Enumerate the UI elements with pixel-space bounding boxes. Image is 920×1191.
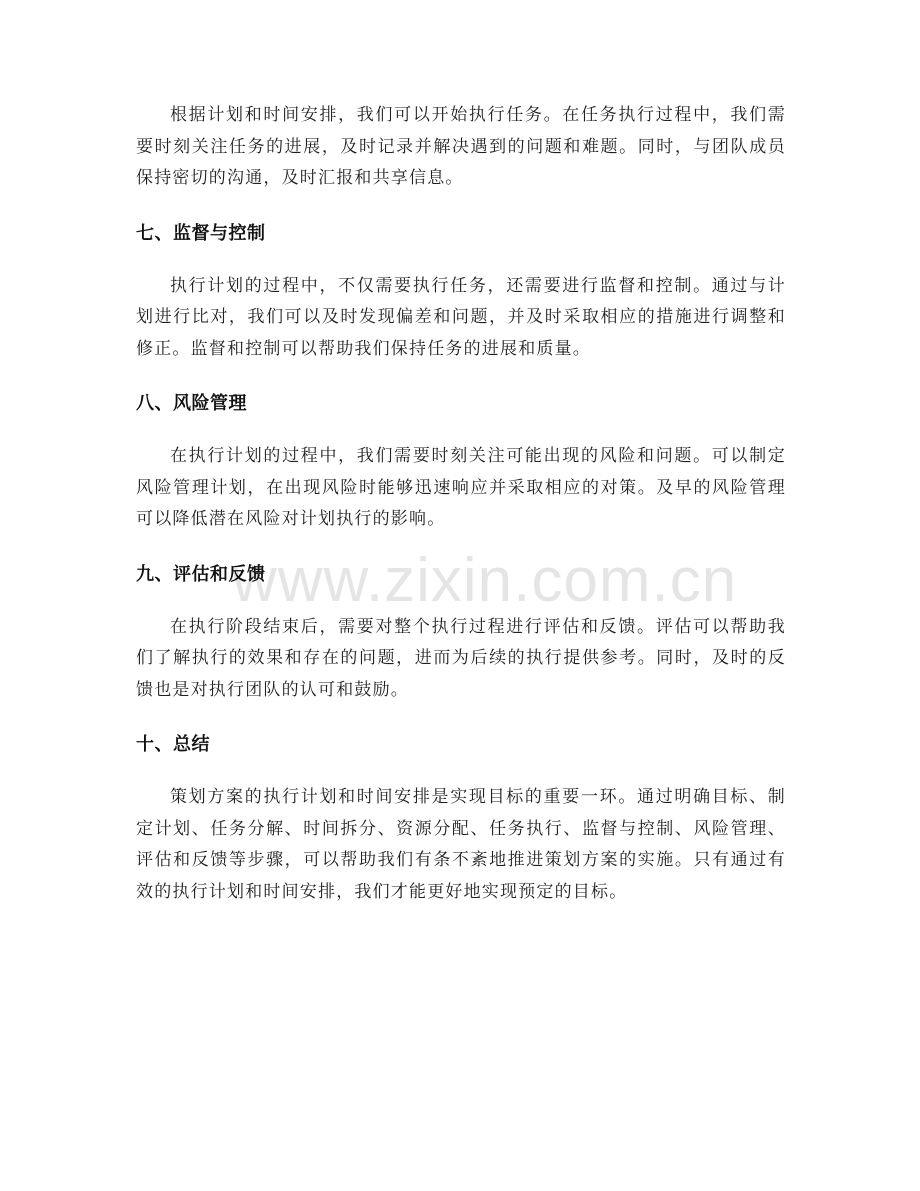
paragraph-execution: 根据计划和时间安排，我们可以开始执行任务。在任务执行过程中，我们需要时刻关注任务的进展，及时记录并解决遇到的问题和难题。同时，与团队成员保持密切的沟通，及时汇报和共享信息。 [136, 105, 786, 188]
paragraph-summary: 策划方案的执行计划和时间安排是实现目标的重要一环。通过明确目标、制定计划、任务分解、时间拆分、资源分配、任务执行、监督与控制、风险管理、评估和反馈等步骤，可以帮助我们有条不紊地推进策划方案的实施。只有通过有效的执行计划和时间安排，我们才能更好地实现预定的目标。 [136, 787, 786, 902]
heading-summary: 十、总结 [136, 734, 210, 755]
heading-risk-management: 八、风险管理 [136, 393, 247, 414]
heading-supervision-control: 七、监督与控制 [136, 222, 266, 244]
watermark: www.zixin.com.cn [232, 546, 738, 615]
paragraph-risk-management: 在执行计划的过程中，我们需要时刻关注可能出现的风险和问题。可以制定风险管理计划，在出现风险时能够迅速响应并采取相应的对策。及早的风险管理可以降低潜在风险对计划执行的影响。 [136, 446, 786, 529]
document-body [136, 100, 786, 932]
heading-evaluation-feedback: 九、评估和反馈 [136, 563, 266, 585]
paragraph-evaluation-feedback: 在执行阶段结束后，需要对整个执行过程进行评估和反馈。评估可以帮助我们了解执行的效果和存在的问题，进而为后续的执行提供参考。同时，及时的反馈也是对执行团队的认可和鼓励。 [136, 616, 786, 700]
paragraph-supervision-control: 执行计划的过程中，不仅需要执行任务，还需要进行监督和控制。通过与计划进行比对，我们可以及时发现偏差和问题，并及时采取相应的措施进行调整和修正。监督和控制可以帮助我们保持任务的进展和质量。 [136, 275, 786, 359]
